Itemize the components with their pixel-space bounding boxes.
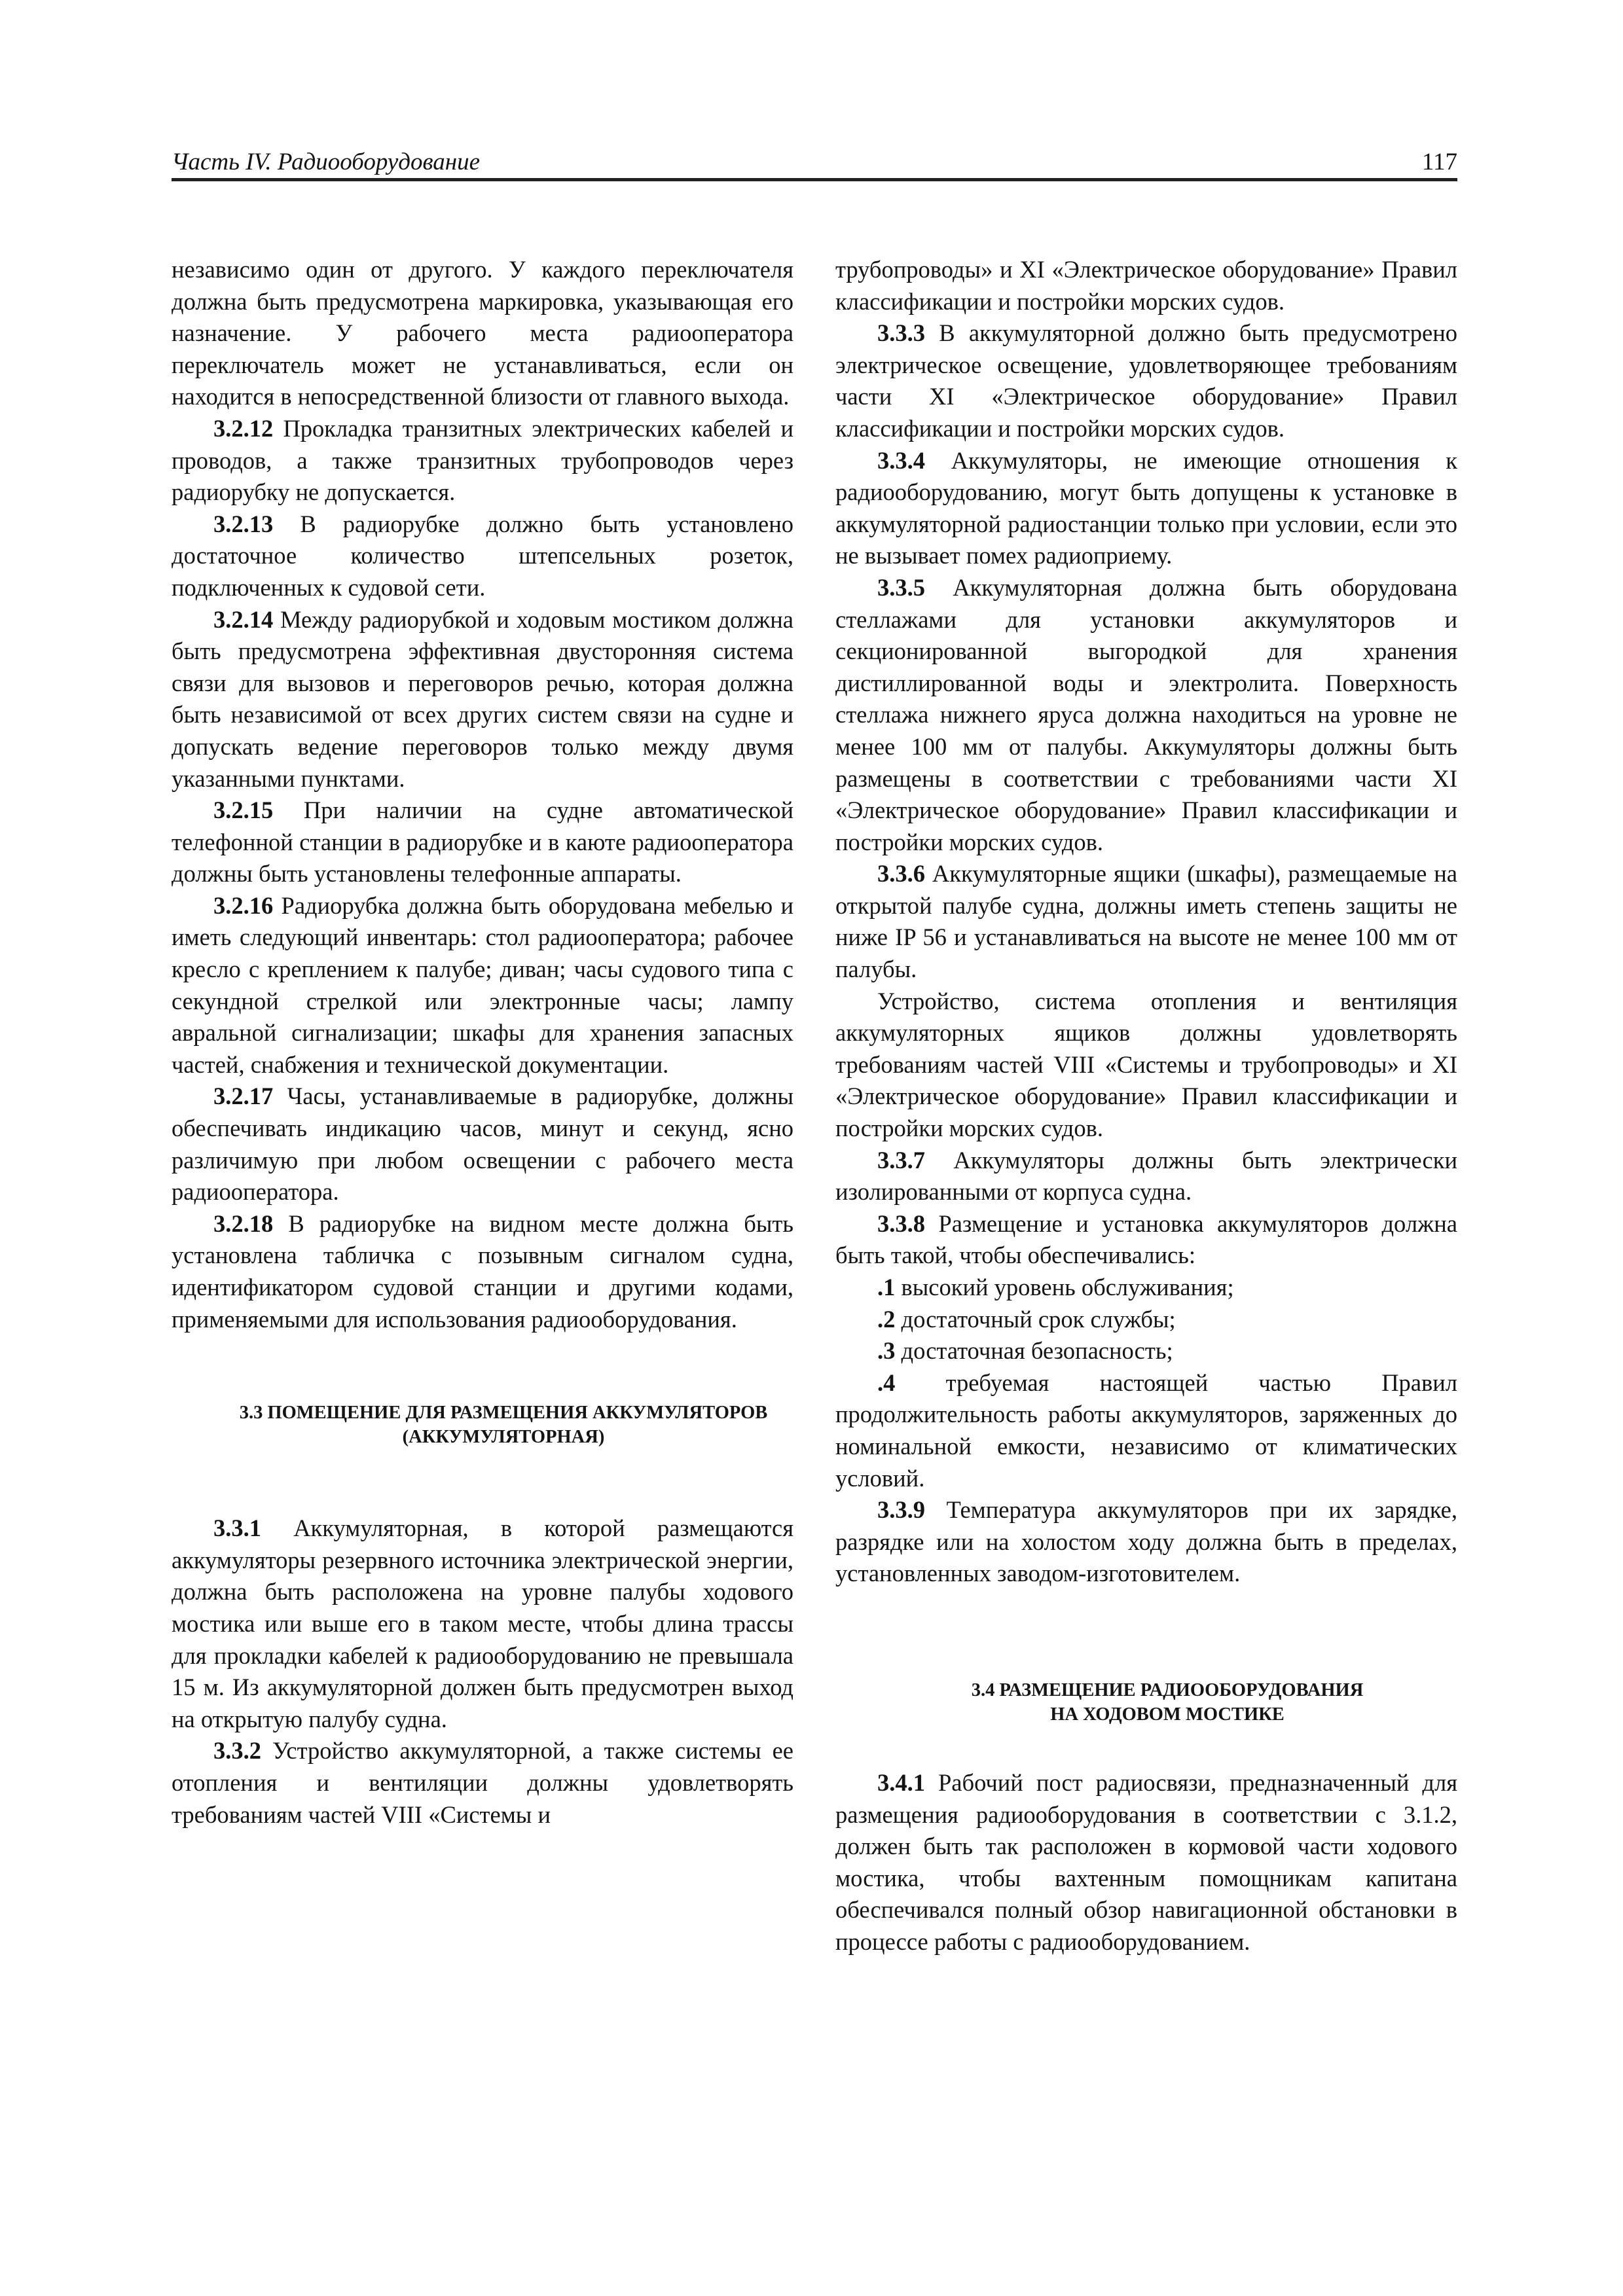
page-number: 117 [1421, 149, 1457, 175]
paragraph-3-2-16 [172, 890, 793, 1081]
paragraph-3-2-17 [172, 1081, 793, 1208]
list-text: высокий уровень обслуживания; [895, 1274, 1234, 1300]
paragraph-3-3-1 [172, 1513, 793, 1735]
paragraph: трубопроводы» и XI «Электрическое оборудование» Правил классификации и постройки морских судов. [835, 256, 1457, 315]
list-item-3 [835, 1335, 1457, 1367]
clause-number: 3.3.4 [877, 446, 925, 474]
paragraph-3-3-4 [835, 445, 1457, 572]
header-title: Часть IV. Радиооборудование [172, 149, 481, 175]
list-text: достаточная безопасность; [895, 1337, 1173, 1365]
clause-text: Часы, устанавливаемые в радиорубке, должны обеспечивать индикацию часов, минут и секунд, ясно различимую при любом освещении с рабочего места радиооператора. [172, 1083, 793, 1206]
right-column [835, 254, 1457, 1958]
clause-text: Аккумуляторная, в которой размещаются аккумуляторы резервного источника электрической энергии, должна быть расположена на уровне палубы ходового мостика или выше его в таком месте, чтобы длина трассы для прокладки кабелей к радиооборудованию не превышала 15 м. Из аккумуляторной должен быть предусмотрен выход на открытую палубу судна. [172, 1515, 793, 1732]
clause-number: 3.2.16 [213, 891, 274, 919]
clause-number: 3.3.9 [877, 1496, 925, 1524]
list-text: требуемая настоящей частью Правил продолжительность работы аккумуляторов, заряженных до номинальной емкости, независимо от климатических условий. [835, 1369, 1457, 1492]
list-text: достаточный срок службы; [895, 1305, 1176, 1333]
paragraph-3-3-8 [835, 1208, 1457, 1272]
clause-number: 3.3.8 [877, 1210, 925, 1237]
paragraph-3-3-3 [835, 317, 1457, 444]
clause-text: Аккумуляторные ящики (шкафы), размещаемые на открытой палубе судна, должны иметь степень защиты не ниже IP 56 и устанавливаться на высоте не менее 100 мм от палубы. [835, 860, 1457, 983]
paragraph-3-3-6 [835, 858, 1457, 985]
list-marker: .1 [877, 1274, 896, 1300]
clause-text: Прокладка транзитных электрических кабелей и проводов, а также транзитных трубопроводов через радиорубку не допускается. [172, 414, 793, 506]
clause-number: 3.3.6 [877, 860, 925, 888]
clause-number: 3.3.7 [877, 1146, 925, 1174]
clause-text: В аккумуляторной должно быть предусмотрено электрическое освещение, удовлетворяющее требованиям части XI «Электрическое оборудование» Правил классификации и постройки морских судов. [835, 319, 1457, 442]
paragraph-3-4-1 [835, 1767, 1457, 1958]
clause-text: Между радиорубкой и ходовым мостиком должна быть предусмотрена эффективная двусторонняя система связи для вызовов и переговоров речью, которая должна быть независимой от всех других систем связи на судне и допускать ведение переговоров только между двумя указанными пунктами. [172, 605, 793, 792]
clause-text: Температура аккумуляторов при их зарядке, разрядке или на холостом ходу должна быть в пределах, установленных заводом-изготовителем. [835, 1496, 1457, 1587]
list-marker: .4 [877, 1369, 896, 1396]
paragraph-3-2-14 [172, 604, 793, 795]
running-header [172, 143, 1457, 181]
list-item-2 [835, 1304, 1457, 1336]
clause-number: 3.3.1 [213, 1515, 261, 1542]
clause-text: Размещение и установка аккумуляторов должна быть такой, чтобы обеспечивались: [835, 1210, 1457, 1269]
clause-text: Рабочий пост радиосвязи, предназначенный для размещения радиооборудования в соответствии с 3.1.2, должен быть так расположен в кормовой части ходового мостика, чтобы вахтенным помощникам капитана обеспечивался полный обзор навигационной обстановки в процессе работы с радиооборудованием. [835, 1768, 1457, 1955]
paragraph-3-3-9 [835, 1494, 1457, 1590]
clause-number: 3.4.1 [877, 1768, 925, 1796]
clause-number: 3.2.15 [213, 797, 274, 824]
section-heading-3-3-line1: 3.3 ПОМЕЩЕНИЕ ДЛЯ РАЗМЕЩЕНИЯ АККУМУЛЯТОРОВ [239, 1403, 768, 1424]
paragraph-3-2-13 [172, 509, 793, 604]
clause-text: Устройство аккумуляторной, а также системы ее отопления и вентиляции должны удовлетворять требованиям частей VIII «Системы и [172, 1737, 793, 1828]
clause-number: 3.2.14 [213, 605, 274, 633]
paragraph-3-2-15 [172, 795, 793, 890]
paragraph-3-3-5 [835, 572, 1457, 858]
list-marker: .2 [877, 1305, 896, 1333]
clause-number: 3.3.5 [877, 573, 925, 601]
paragraph: Устройство, система отопления и вентиляция аккумуляторных ящиков должны удовлетворять требованиям частей VIII «Системы и трубопроводы» и XI «Электрическое оборудование» Правил классификации и постройки морских судов. [835, 987, 1457, 1142]
clause-number: 3.3.2 [213, 1737, 261, 1765]
paragraph-3-3-2 [172, 1735, 793, 1831]
list-item-1 [835, 1272, 1457, 1304]
clause-text: Аккумуляторная должна быть оборудована стеллажами для установки аккумуляторов и секционированной выгородкой для хранения дистиллированной воды и электролита. Поверхность стеллажа нижнего яруса должна находиться на уровне не менее 100 мм от палубы. Аккумуляторы должны быть размещены в соответствии с требованиями части XI «Электрическое оборудование» Правил классификации и постройки морских судов. [835, 573, 1457, 855]
section-heading-3-3-line2: (АККУМУЛЯТОРНАЯ) [402, 1427, 605, 1448]
clause-text: Аккумуляторы должны быть электрически изолированными от корпуса судна. [835, 1146, 1457, 1206]
clause-number: 3.2.17 [213, 1083, 274, 1110]
clause-number: 3.3.3 [877, 319, 925, 347]
paragraph-3-3-7 [835, 1145, 1457, 1208]
section-heading-3-4-line1: 3.4 РАЗМЕЩЕНИЕ РАДИООБОРУДОВАНИЯ [971, 1679, 1364, 1700]
list-marker: .3 [877, 1337, 896, 1365]
section-heading-3-4-line2: НА ХОДОВОМ МОСТИКЕ [1050, 1704, 1285, 1725]
clause-text: Радиорубка должна быть оборудована мебелью и иметь следующий инвентарь: стол радиооператора; рабочее кресло с креплением к палубе; диван; часы судового типа с секундной стрелкой или электронные часы; лампу авральной сигнализации; шкафы для хранения запасных частей, снабжения и технической документации. [172, 891, 793, 1078]
clause-text: В радиорубке на видном месте должна быть установлена табличка с позывным сигналом судна, идентификатором судовой станции и другими кодами, применяемыми для использования радиооборудования. [172, 1210, 793, 1333]
paragraph-3-2-12 [172, 413, 793, 509]
clause-text: В радиорубке должно быть установлено достаточное количество штепсельных розеток, подключенных к судовой сети. [172, 510, 793, 601]
left-column [172, 254, 793, 1831]
clause-number: 3.2.13 [213, 510, 274, 537]
clause-text: Аккумуляторы, не имеющие отношения к радиооборудованию, могут быть допущены к установке в аккумуляторной радиостанции только при условии, если это не вызывает помех радиоприему. [835, 446, 1457, 569]
paragraph-3-2-18 [172, 1208, 793, 1335]
clause-number: 3.2.18 [213, 1210, 274, 1237]
list-item-4 [835, 1367, 1457, 1494]
clause-number: 3.2.12 [213, 414, 274, 442]
clause-text: При наличии на судне автоматической телефонной станции в радиорубке и в каюте радиооператора должны быть установлены телефонные аппараты. [172, 797, 793, 888]
paragraph: независимо один от другого. У каждого переключателя должна быть предусмотрена маркировка, указывающая его назначение. У рабочего места радиооператора переключатель может не устанавливаться, если он находится в непосредственной близости от главного выхода. [172, 256, 793, 410]
